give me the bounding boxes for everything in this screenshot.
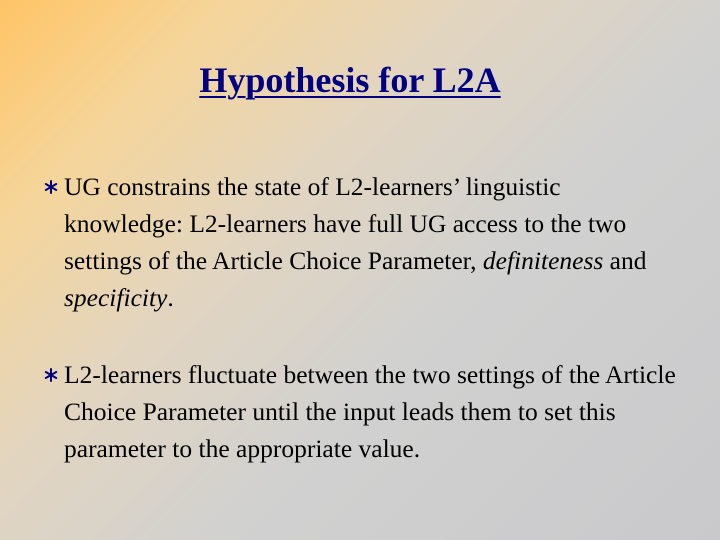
- slide-title: Hypothesis for L2A: [199, 60, 501, 100]
- asterisk-bullet-icon: [42, 356, 60, 393]
- bullet-text-part: and: [603, 246, 647, 275]
- bullet-text: [64, 172, 647, 312]
- bullet-list: [42, 168, 682, 507]
- bullet-text-part: .: [167, 283, 174, 312]
- asterisk-bullet-icon: [42, 168, 60, 205]
- term-definiteness: definiteness: [482, 246, 604, 275]
- bullet-text-part: UG constrains the state of L2-learners’ linguistic knowledge: L2-learners have full UG access to the two settings of the Article Choice Parameter,: [64, 172, 627, 275]
- bullet-item: [42, 168, 682, 316]
- bullet-text: L2-learners fluctuate between the two settings of the Article Choice Parameter until the input leads them to set this parameter to the appropriate value.: [64, 360, 676, 463]
- term-specificity: specificity: [64, 283, 168, 312]
- bullet-item: [42, 356, 682, 467]
